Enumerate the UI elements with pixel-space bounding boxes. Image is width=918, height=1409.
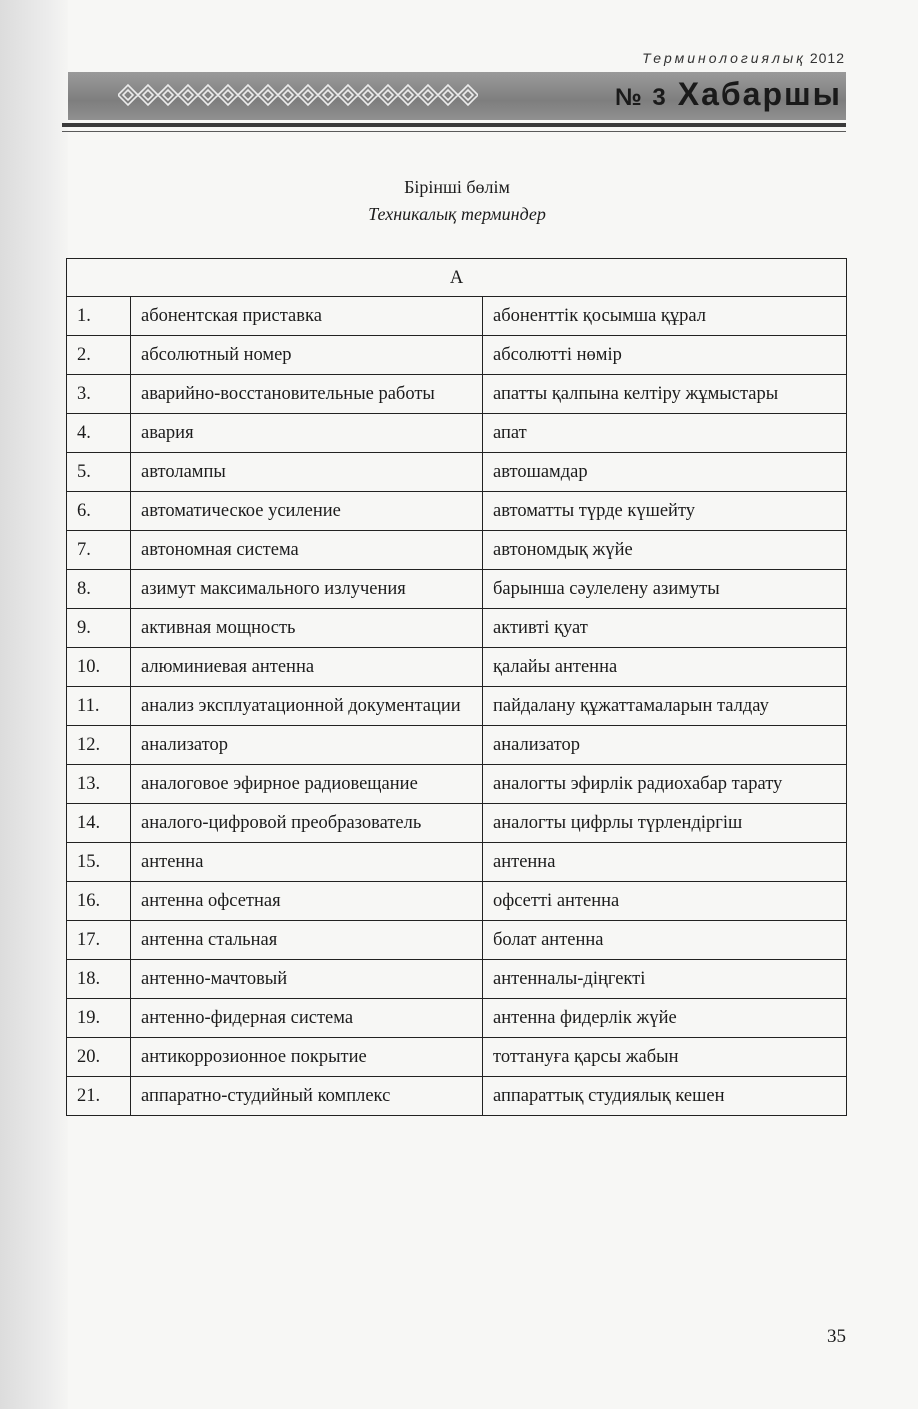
term-kazakh: апатты қалпына келтіру жұмыстары — [483, 375, 847, 414]
term-russian: аппаратно-студийный комплекс — [131, 1077, 483, 1116]
term-number: 18. — [67, 960, 131, 999]
term-number: 16. — [67, 882, 131, 921]
term-number: 8. — [67, 570, 131, 609]
section-subtitle: Техникалық терминдер — [368, 204, 546, 224]
term-kazakh: активті қуат — [483, 609, 847, 648]
term-kazakh: антенналы-діңгекті — [483, 960, 847, 999]
term-number: 13. — [67, 765, 131, 804]
term-russian: аналоговое эфирное радиовещание — [131, 765, 483, 804]
term-kazakh: автономдық жүйе — [483, 531, 847, 570]
table-row — [67, 687, 847, 726]
term-number: 10. — [67, 648, 131, 687]
term-russian: автолампы — [131, 453, 483, 492]
term-russian: антенно-фидерная система — [131, 999, 483, 1038]
letter-row — [67, 259, 847, 297]
table-row — [67, 882, 847, 921]
term-russian: антенна — [131, 843, 483, 882]
term-kazakh: офсетті антенна — [483, 882, 847, 921]
header-rule-thin — [62, 131, 846, 132]
table-row — [67, 297, 847, 336]
term-number: 17. — [67, 921, 131, 960]
term-russian: аналого-цифровой преобразователь — [131, 804, 483, 843]
table-row — [67, 609, 847, 648]
table-row — [67, 648, 847, 687]
term-russian: абонентская приставка — [131, 297, 483, 336]
term-kazakh: антенна — [483, 843, 847, 882]
table-row — [67, 921, 847, 960]
term-russian: антикоррозионное покрытие — [131, 1038, 483, 1077]
term-number: 2. — [67, 336, 131, 375]
term-kazakh: барынша сәулелену азимуты — [483, 570, 847, 609]
term-number: 3. — [67, 375, 131, 414]
term-kazakh: аппараттық студиялық кешен — [483, 1077, 847, 1116]
term-number: 7. — [67, 531, 131, 570]
term-russian: авария — [131, 414, 483, 453]
term-kazakh: автоматты түрде күшейту — [483, 492, 847, 531]
term-number: 19. — [67, 999, 131, 1038]
term-kazakh: пайдалану құжаттамаларын талдау — [483, 687, 847, 726]
term-russian: автономная система — [131, 531, 483, 570]
term-russian: активная мощность — [131, 609, 483, 648]
term-number: 12. — [67, 726, 131, 765]
term-kazakh: абсолютті нөмір — [483, 336, 847, 375]
term-number: 11. — [67, 687, 131, 726]
table-row — [67, 765, 847, 804]
journal-name-part: Терминологиялық — [642, 50, 806, 66]
table-row — [67, 1038, 847, 1077]
table-row — [67, 570, 847, 609]
term-russian: абсолютный номер — [131, 336, 483, 375]
term-kazakh: антенна фидерлік жүйе — [483, 999, 847, 1038]
table-row — [67, 453, 847, 492]
ornament-pattern-icon — [118, 80, 478, 110]
term-number: 5. — [67, 453, 131, 492]
letter-heading: А — [67, 259, 847, 297]
term-number: 1. — [67, 297, 131, 336]
term-russian: анализатор — [131, 726, 483, 765]
term-kazakh: аналогты цифрлы түрлендіргіш — [483, 804, 847, 843]
table-row — [67, 960, 847, 999]
table-row — [67, 492, 847, 531]
table-row — [67, 726, 847, 765]
term-number: 6. — [67, 492, 131, 531]
table-row — [67, 414, 847, 453]
section-title: Бірінші бөлім — [404, 177, 510, 197]
term-kazakh: қалайы антенна — [483, 648, 847, 687]
journal-header-band — [68, 72, 846, 120]
term-russian: азимут максимального излучения — [131, 570, 483, 609]
term-kazakh: тоттануға қарсы жабын — [483, 1038, 847, 1077]
page-number: 35 — [827, 1326, 846, 1347]
term-russian: антенно-мачтовый — [131, 960, 483, 999]
table-row — [67, 336, 847, 375]
term-kazakh: абоненттік қосымша құрал — [483, 297, 847, 336]
term-kazakh: анализатор — [483, 726, 847, 765]
journal-title — [615, 76, 842, 113]
term-number: 21. — [67, 1077, 131, 1116]
table-row — [67, 804, 847, 843]
term-russian: антенна стальная — [131, 921, 483, 960]
terms-table — [66, 258, 847, 1116]
term-number: 15. — [67, 843, 131, 882]
issue-number: № 3 — [614, 84, 668, 111]
journal-title-text: Хабаршы — [677, 76, 842, 112]
journal-header-line — [642, 50, 845, 66]
term-kazakh: автошамдар — [483, 453, 847, 492]
term-number: 9. — [67, 609, 131, 648]
table-row — [67, 999, 847, 1038]
header-rule-thick — [62, 123, 846, 127]
term-russian: автоматическое усиление — [131, 492, 483, 531]
table-row — [67, 843, 847, 882]
table-row — [67, 375, 847, 414]
term-number: 20. — [67, 1038, 131, 1077]
term-russian: антенна офсетная — [131, 882, 483, 921]
term-kazakh: болат антенна — [483, 921, 847, 960]
term-number: 4. — [67, 414, 131, 453]
term-number: 14. — [67, 804, 131, 843]
journal-year: 2012 — [809, 50, 845, 66]
term-russian: анализ эксплуатационной документации — [131, 687, 483, 726]
table-row — [67, 1077, 847, 1116]
term-kazakh: аналогты эфирлік радиохабар тарату — [483, 765, 847, 804]
term-kazakh: апат — [483, 414, 847, 453]
table-row — [67, 531, 847, 570]
term-russian: аварийно-восстановительные работы — [131, 375, 483, 414]
term-russian: алюминиевая антенна — [131, 648, 483, 687]
